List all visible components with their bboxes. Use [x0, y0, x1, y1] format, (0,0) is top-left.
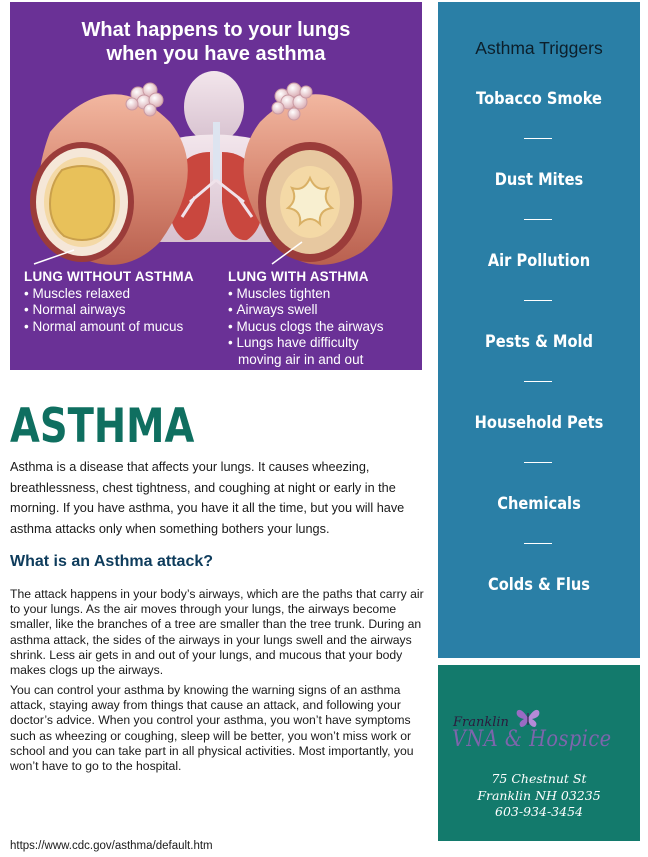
body-paragraph-2: You can control your asthma by knowing the warning signs of an asthma attack, staying away from things that cause an attack, and following your doctor’s advice. When you control your asthma, you won’t have symptoms such as wheezing or coughing, sleep will be better, you won’t miss work or school and you can take part in all physical activities. Most importantly, you won’t have to go to the hospital.	[10, 683, 414, 774]
with-asthma-item: • Lungs have difficulty	[228, 335, 422, 352]
logo-text-small: Franklin	[453, 715, 509, 730]
infographic-title-line-2: when you have asthma	[106, 43, 326, 65]
triggers-sidebar	[438, 2, 640, 658]
with-asthma-legend	[228, 269, 422, 368]
with-asthma-item: • Muscles tighten	[228, 286, 422, 303]
trigger-item: Air Pollution	[487, 251, 591, 271]
page-title: ASTHMA	[10, 399, 195, 454]
trigger-item: Dust Mites	[494, 170, 584, 190]
contact-card	[438, 665, 640, 841]
without-asthma-legend	[24, 269, 229, 335]
trigger-item: Tobacco Smoke	[476, 89, 602, 109]
asthma-infographic	[10, 2, 422, 370]
sidebar-heading: Asthma Triggers	[475, 38, 603, 58]
phone-number: 603-934-3454	[495, 804, 583, 819]
with-asthma-item-continued: moving air in and out	[238, 351, 364, 367]
intro-paragraph: Asthma is a disease that affects your lungs. It causes wheezing, breathlessness, chest tightness, and coughing at night or early in the morning. If you have asthma, you have it all the time, but you will have asthma attacks only when something bothers your lungs.	[10, 460, 405, 536]
divider	[524, 219, 552, 220]
infographic-title-line-1: What happens to your lungs	[81, 19, 351, 41]
divider	[524, 543, 552, 544]
address-street: 75 Chestnut St	[491, 771, 587, 786]
infographic-title	[10, 18, 422, 66]
with-asthma-item: • Airways swell	[228, 302, 422, 319]
trigger-item: Pests & Mold	[484, 332, 594, 352]
trigger-item: Household Pets	[474, 413, 604, 433]
divider	[524, 138, 552, 139]
divider	[524, 300, 552, 301]
with-asthma-heading: LUNG WITH ASTHMA	[228, 269, 369, 284]
divider	[524, 462, 552, 463]
trigger-item: Chemicals	[497, 494, 581, 514]
body-paragraph-1: The attack happens in your body’s airways, which are the paths that carry air to your lungs. As the air moves through your lungs, the airways become smaller, like the branches of a tree are smaller than the tree trunk. During an asthma attack, the sides of the airways in your lungs swell and the airways shrink. Less air gets in and out of your lungs, and mucous that your body makes clogs up the airways.	[10, 587, 424, 678]
source-link[interactable]: https://www.cdc.gov/asthma/default.htm	[10, 840, 213, 852]
butterfly-icon	[515, 707, 541, 729]
trigger-item: Colds & Flus	[488, 575, 590, 595]
without-asthma-heading: LUNG WITHOUT ASTHMA	[24, 269, 194, 284]
logo-text-large: VNA & Hospice	[452, 727, 612, 752]
without-asthma-item: • Muscles relaxed	[24, 286, 229, 303]
address-city: Franklin NH 03235	[477, 788, 601, 803]
without-asthma-item: • Normal amount of mucus	[24, 319, 229, 336]
without-asthma-item: • Normal airways	[24, 302, 229, 319]
section-heading: What is an Asthma attack?	[10, 553, 214, 570]
with-asthma-item: • Mucus clogs the airways	[228, 319, 422, 336]
divider	[524, 381, 552, 382]
